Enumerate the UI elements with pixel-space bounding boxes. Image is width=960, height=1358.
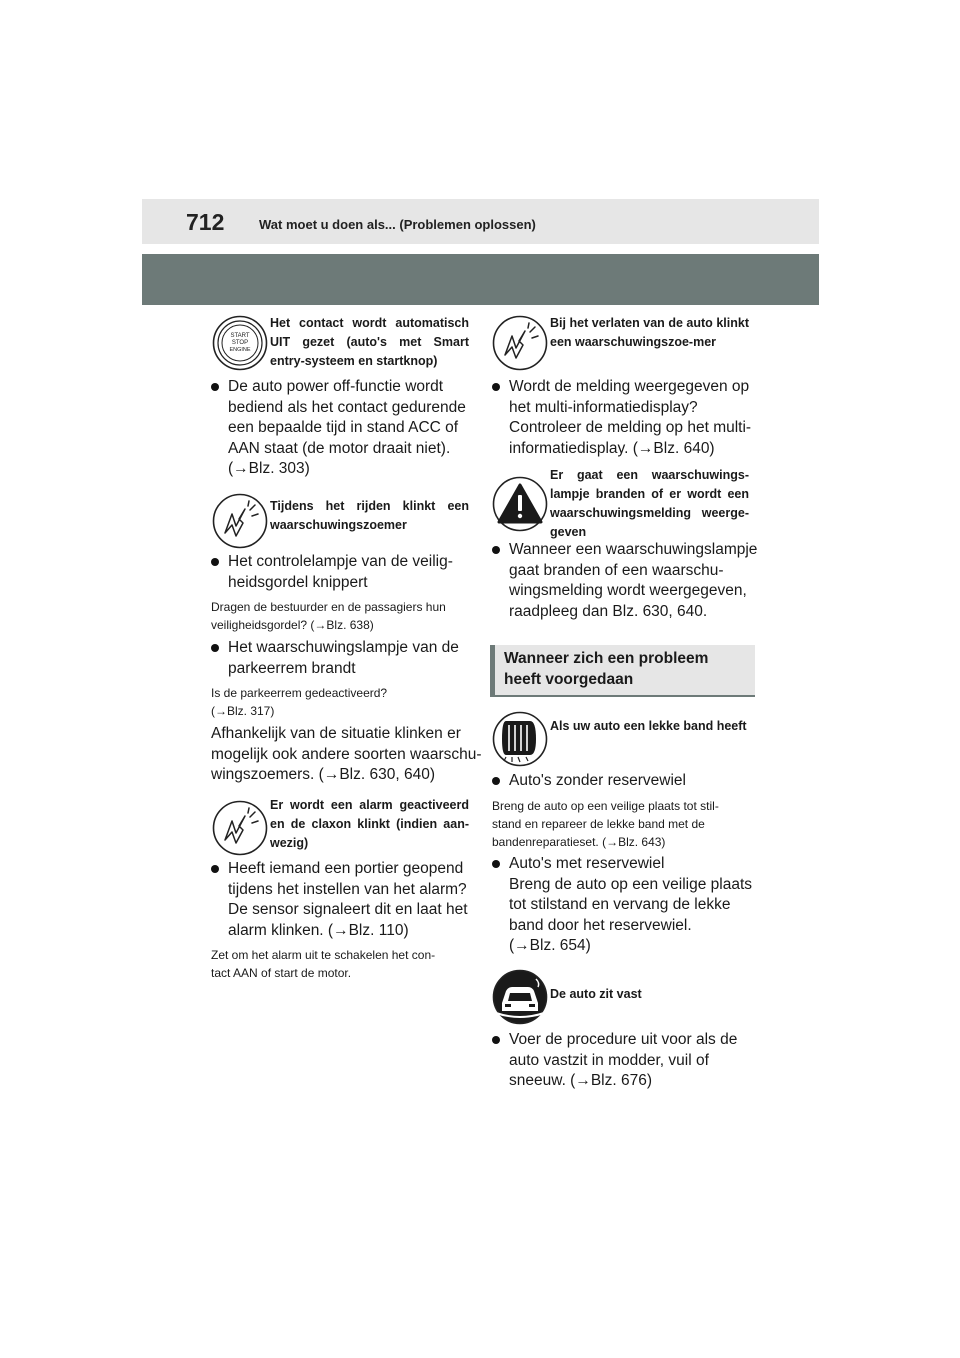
bullet-line: parkeerrem brandt [228,659,356,677]
header-title: Wat moet u doen als... (Problemen oplossen) [259,217,536,232]
bullet-seatbelt-lamp [228,552,453,593]
driving-buzzer-caption: Tijdens het rijden klinkt een waarschuwingszoemer [270,499,469,532]
para-line: mogelijk ook andere soorten waarschu- [211,745,482,763]
bullet-dot [211,558,219,566]
note-line: (→Blz. 317) [211,704,275,718]
icon-text-start: START [230,333,250,339]
bullet-dot [211,383,219,391]
bullet-line: Heeft iemand een portier geopend [228,860,464,877]
bullet-line: Het waarschuwingslampje van de [228,639,459,656]
note-line: stand en repareer de lekke band met de [492,817,705,831]
icon-text-stop: STOP [231,340,249,346]
car-stuck-icon [492,969,548,1025]
bullet-line: De auto power off-functie wordt [228,378,444,395]
note-line: Zet om het alarm uit te schakelen het con- [211,948,436,962]
flat-tire-icon [492,711,548,767]
start-stop-caption: Het contact wordt automatisch UIT gezet (auto's met Smart entry-systeem en startknop) [270,316,469,368]
bullet-line: wingsmelding wordt weergegeven, [509,582,747,599]
bullet-line: gaat branden of een waarschu- [509,561,724,579]
bullet-line: raadpleeg dan Blz. 630, 640. [509,602,708,620]
bullet-line: AAN staat (de motor draait niet). [228,439,451,457]
bullet-car-stuck [509,1030,737,1092]
bullet-no-spare [509,771,686,792]
bullet-dot [211,865,219,873]
car-stuck-caption: De auto zit vast [550,987,642,1001]
bullet-dot [492,860,500,868]
para-line: wingszoemers. (→Blz. 630, 640) [211,766,435,783]
start-stop-engine-button-icon [212,315,268,371]
para-line: Afhankelijk van de situatie klinken er [211,725,461,742]
section-band [142,254,819,305]
bullet-door-opened [228,859,468,941]
note-line: Breng de auto op een veilige plaats tot stil- [492,799,719,813]
warning-exclamation-icon [492,476,548,532]
note-line: bandenreparatieset. (→Blz. 643) [492,835,666,849]
bullet-line: Voer de procedure uit voor als de [509,1031,738,1048]
bullet-parking-brake-lamp [228,638,459,679]
bullet-line: het multi-informatiedisplay? [509,398,698,416]
note-line: veiligheidsgordel? (→Blz. 638) [211,618,374,632]
bullet-line: Het controlelampje van de veilig- [228,553,453,570]
bullet-line: Auto's zonder reservewiel [509,772,686,789]
bullet-line: alarm klinken. (→Blz. 110) [228,921,409,939]
bullet-warning-lamp [509,540,757,622]
bullet-line: informatiedisplay. (→Blz. 640) [509,439,715,457]
alarm-buzzer-icon [212,800,268,856]
bullet-line: Wordt de melding weergegeven op [509,378,750,395]
bullet-line: De sensor signaleert dit en laat het [228,901,468,918]
section-heading-line: Wanneer zich een probleem [504,650,709,667]
page-number: 712 [186,209,225,235]
warning-buzzer-icon [492,315,548,371]
note-line: Dragen de bestuurder en de passagiers hun [211,600,446,614]
bullet-line: Auto's met reservewiel [509,855,665,872]
icon-text-engine: ENGINE [229,347,251,353]
bullet-dot [492,383,500,391]
bullet-line: (→Blz. 303) [228,460,310,477]
section-heading-line: heeft voorgedaan [504,671,634,688]
bullet-line: band door het reservewiel. [509,916,692,934]
buzzer-paragraph [211,724,482,786]
warning-lamp-caption: Er gaat een waarschuwings-lampje branden of er wordt een waarschuwingsmelding weerge-geven [550,468,749,539]
section-heading [504,648,708,690]
bullet-line: auto vastzit in modder, vuil of [509,1051,709,1069]
bullet-dot [492,546,500,554]
warning-buzzer-icon [212,493,268,549]
bullet-line: Breng de auto op een veilige plaats [509,875,753,893]
bullet-line: Wanneer een waarschuwingslampje [509,541,758,558]
bullet-line: sneeuw. (→Blz. 676) [509,1072,653,1089]
note-line: Is de parkeerrem gedeactiveerd? [211,686,388,700]
flat-tire-caption: Als uw auto een lekke band heeft [550,719,747,733]
bullet-line: een bepaalde tijd in stand ACC of [228,419,459,436]
bullet-auto-power-off [228,377,466,480]
bullet-dot [492,1036,500,1044]
bullet-with-spare [509,854,752,957]
bullet-multi-info-display [509,377,751,459]
bullet-line: (→Blz. 654) [509,937,591,954]
bullet-line: heidsgordel knippert [228,573,368,591]
parking-brake-note [211,684,387,720]
seatbelt-note [211,598,446,634]
no-spare-note [492,797,719,851]
alarm-caption: Er wordt een alarm geactiveerd en de claxon klinkt (indien aan-wezig) [270,798,469,850]
leaving-car-caption: Bij het verlaten van de auto klinkt een waarschuwingszoe-mer [550,316,749,349]
bullet-line: tijdens het instellen van het alarm? [228,880,467,898]
alarm-note [211,946,435,982]
bullet-dot [492,777,500,785]
bullet-line: Controleer de melding op het multi- [509,419,752,436]
bullet-dot [211,644,219,652]
note-line: tact AAN of start de motor. [211,966,352,980]
bullet-line: bediend als het contact gedurende [228,398,466,416]
bullet-line: tot stilstand en vervang de lekke [509,896,731,913]
